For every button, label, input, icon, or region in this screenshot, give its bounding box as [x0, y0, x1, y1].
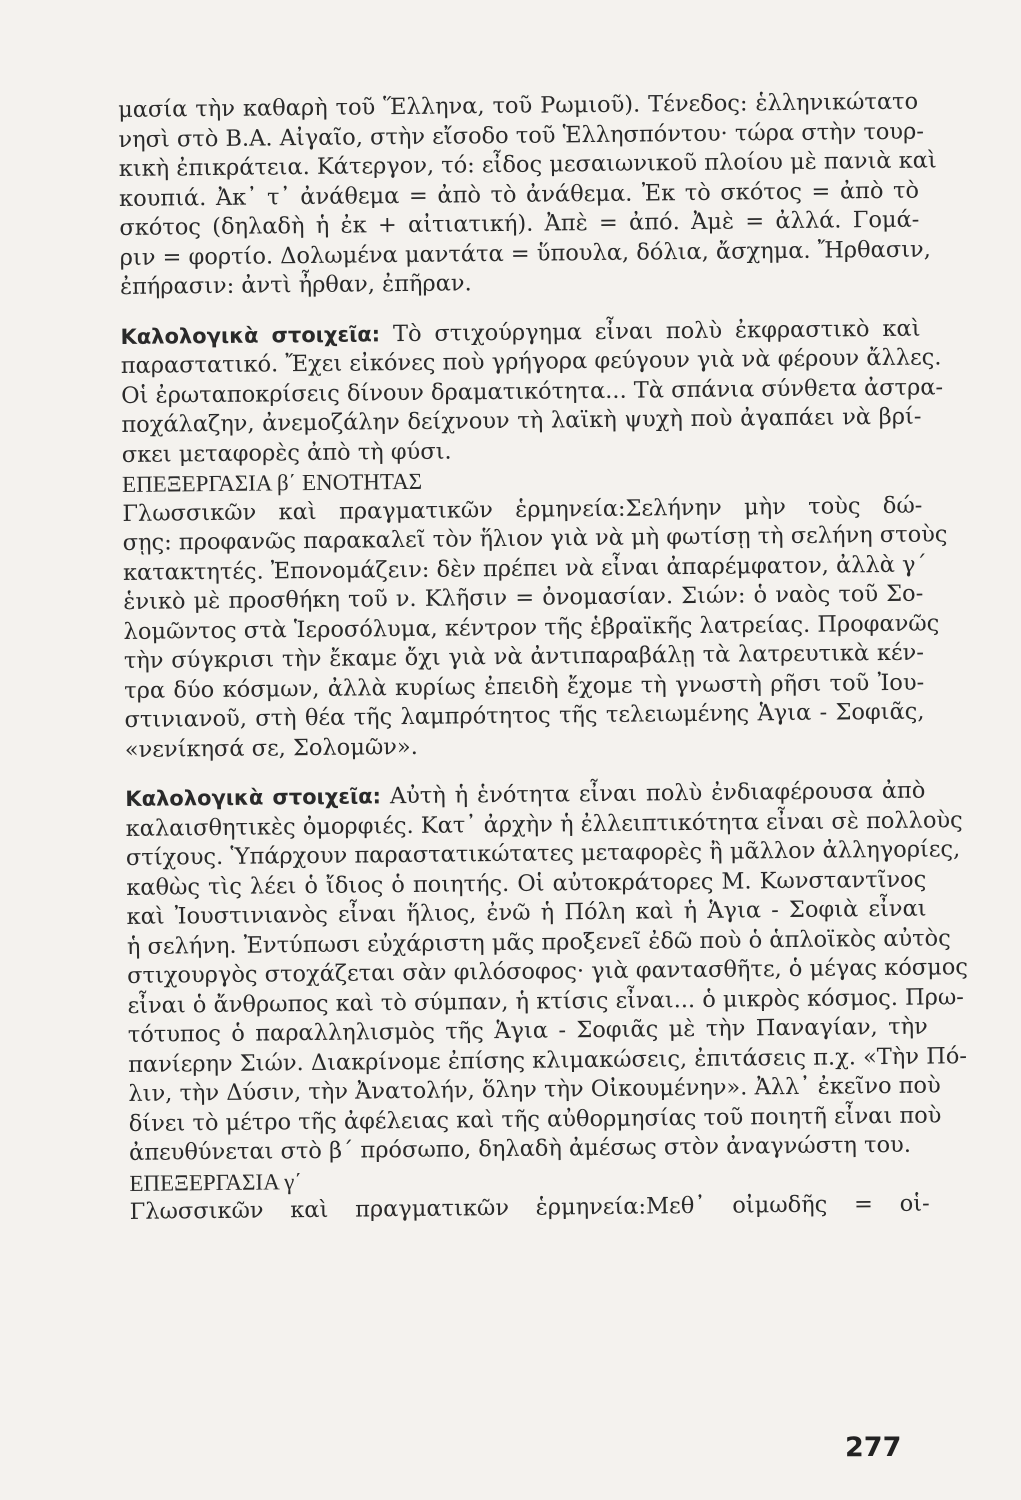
- text-line: καλαισθητικὲς ὀμορφιές. Κατ᾿ ἀρχὴν ἡ ἐλλειπτικότητα εἶναι σὲ πολλοὺς: [125, 806, 963, 842]
- text-line: δίνει τὸ μέτρο τῆς ἀφέλειας καὶ τῆς αὐθορμησίας τοῦ ποιητῆ εἶναι ποὺ: [128, 1101, 942, 1137]
- text-line: σκει μεταφορὲς ἀπὸ τὴ φύσι.: [121, 438, 452, 468]
- text-line: πανίερην Σιών. Διακρίνομε ἐπίσης κλιμακώσεις, ἐπιτάσεις π.χ. «Τὴν Πό-: [128, 1042, 968, 1078]
- text-line: Γλωσσικῶν καὶ πραγματικῶν ἑρμηνεία:Μεθ᾿ οἰμωδῆς = οἱ-: [129, 1190, 930, 1225]
- text-line: λομῶντος στὰ Ἱεροσόλυμα, κέντρον τῆς ἑβραϊκῆς λατρείας. Προφανῶς: [123, 609, 940, 645]
- section-lead-label: Καλολογικὰ στοιχεῖα:: [125, 784, 382, 811]
- paragraph-stylistic-elements-2: [125, 777, 969, 1169]
- subsection-lead-label: Γλωσσικῶν καὶ πραγματικῶν ἑρμηνεία:: [129, 1193, 647, 1225]
- text-line: ριν = φορτίο. Δολωμένα μαντάτα = ὕπουλα, δόλια, ἄσχημα. Ἤρθασιν,: [119, 235, 931, 271]
- text-line: τρα δύο κόσμων, ἀλλὰ κυρίως ἐπειδὴ ἔχομε τὴ γνωστὴ ρῆσι τοῦ Ἰου-: [124, 669, 925, 704]
- text-line: τότυπος ὁ παραλληλισμὸς τῆς Ἁγια - Σοφιᾶς μὲ τὴν Παναγίαν, τὴν: [127, 1013, 928, 1048]
- text-line: ἐπήρασιν: ἀντὶ ἦρθαν, ἐπῆραν.: [119, 270, 472, 300]
- text-line: Οἱ ἐρωταποκρίσεις δίνουν δραματικότητα... Τὰ σπάνια σύνθετα ἀστρα-: [121, 373, 944, 409]
- text-line: στίχους. Ὑπάρχουν παραστατικώτατες μεταφορὲς ἢ μᾶλλον ἀλληγορίες,: [125, 836, 961, 871]
- section-heading-b: ΕΠΕΞΕΡΓΑΣΙΑ β΄ ΕΝΟΤΗΤΑΣ: [121, 468, 423, 497]
- text-line: καθὼς τὶς λέει ὁ ἴδιος ὁ ποιητής. Οἱ αὐτοκράτορες Μ. Κωνσταντῖνος: [126, 866, 927, 901]
- text-line: νησὶ στὸ Β.Α. Αἰγαῖο, στὴν εἴσοδο τοῦ Ἑλλησπόντου· τώρα στὴν τουρ-: [118, 118, 925, 153]
- text-line: στιχουργὸς στοχάζεται σὰν φιλόσοφος· γιὰ φαντασθῆτε, ὁ μέγας κόσμος: [127, 954, 969, 989]
- text-line: τὴν σύγκρισι τὴν ἔκαμε ὄχι γιὰ νὰ ἀντιπαραβάλῃ τὰ λατρευτικὰ κέν-: [123, 639, 925, 674]
- page-number: 277: [845, 1432, 902, 1463]
- text-line: κικὴ ἐπικράτεια. Κάτεργον, τό: εἶδος μεσαιωνικοῦ πλοίου μὲ πανιὰ καὶ: [118, 147, 937, 182]
- subsection-lead-label: Γλωσσικῶν καὶ πραγματικῶν ἑρμηνεία:: [122, 495, 626, 527]
- page-text: [118, 88, 969, 1228]
- text-line: σῃς: προφανῶς παρακαλεῖ τὸν ἥλιον γιὰ νὰ μὴ φωτίσῃ τὴ σελήνη στοὺς: [122, 521, 948, 556]
- text-line: λιν, τὴν Δύσιν, τὴν Ἀνατολήν, ὅλην τὴν Οἰκουμένην». Ἀλλ᾿ ἐκεῖνο ποὺ: [128, 1072, 941, 1107]
- text-line: ἡ σελήνη. Ἐντύπωσι εὐχάριστη μᾶς προξενεῖ ἐδῶ ποὺ ὁ ἁπλοϊκὸς αὐτὸς: [126, 924, 951, 960]
- section-heading-c: ΕΠΕΞΕΡΓΑΣΙΑ γ΄: [129, 1168, 303, 1196]
- section-lead-label: Καλολογικὰ στοιχεῖα:: [120, 321, 381, 349]
- paragraph-glossary-continued: [118, 88, 937, 303]
- paragraph-glossary-b: [122, 491, 948, 765]
- text-line: σκότος (δηλαδὴ ἡ ἐκ + αἰτιατική). Ἀπὲ = ἀπό. Ἀμὲ = ἀλλά. Γομά-: [119, 206, 920, 241]
- text-line: Καλολογικὰ στοιχεῖα: Τὸ στιχούργημα εἶναι πολὺ ἐκφραστικὸ καὶ: [120, 315, 921, 349]
- text-line: Γλωσσικῶν καὶ πραγματικῶν ἑρμηνεία:Σελήνην μὴν τοὺς δώ-: [122, 492, 923, 527]
- text-line: στινιανοῦ, στὴ θέα τῆς λαμπρότητος τῆς τελειωμένης Ἁγια - Σοφιᾶς,: [124, 698, 925, 733]
- text-line: κατακτητές. Ἐπονομάζειν: δὲν πρέπει νὰ εἶναι ἀπαρέμφατον, ἀλλὰ γ΄: [122, 551, 927, 586]
- text-line: ποχάλαζην, ἀνεμοζάλην δείχνουν τὴ λαϊκὴ ψυχὴ ποὺ ἀγαπάει νὰ βρί-: [121, 403, 922, 438]
- text-line: Καλολογικὰ στοιχεῖα: Αὐτὴ ἡ ἑνότητα εἶναι πολὺ ἐνδιαφέρουσα ἀπὸ: [125, 777, 926, 811]
- text-line: κουπιά. Ἀκ᾿ τ᾿ ἀνάθεμα = ἀπὸ τὸ ἀνάθεμα. Ἐκ τὸ σκότος = ἀπὸ τὸ: [118, 177, 920, 212]
- text-line: παραστατικό. Ἔχει εἰκόνες ποὺ γρήγορα φεύγουν γιὰ νὰ φέρουν ἄλλες.: [120, 344, 942, 379]
- paragraph-stylistic-elements-1: [120, 314, 944, 470]
- text-line: εἶναι ὁ ἄνθρωπος καὶ τὸ σύμπαν, ἡ κτίσις εἶναι... ὁ μικρὸς κόσμος. Πρω-: [127, 983, 964, 1019]
- text-line: «νενίκησά σε, Σολομῶν».: [124, 733, 418, 763]
- text-line: ἀπευθύνεται στὸ β΄ πρόσωπο, δηλαδὴ ἀμέσως στὸν ἀναγνώστη του.: [128, 1131, 912, 1166]
- text-line: καὶ Ἰουστινιανὸς εἶναι ἥλιος, ἐνῶ ἡ Πόλη καὶ ἡ Ἁγια - Σοφιὰ εἶναι: [126, 895, 927, 930]
- text-line: μασία τὴν καθαρὴ τοῦ Ἕλληνα, τοῦ Ρωμιοῦ). Τένεδος: ἑλληνικώτατο: [118, 88, 919, 123]
- text-line: ἑνικὸ μὲ προσθήκη τοῦ ν. Κλῆσιν = ὀνομασίαν. Σιών: ὁ ναὸς τοῦ Σο-: [123, 580, 924, 615]
